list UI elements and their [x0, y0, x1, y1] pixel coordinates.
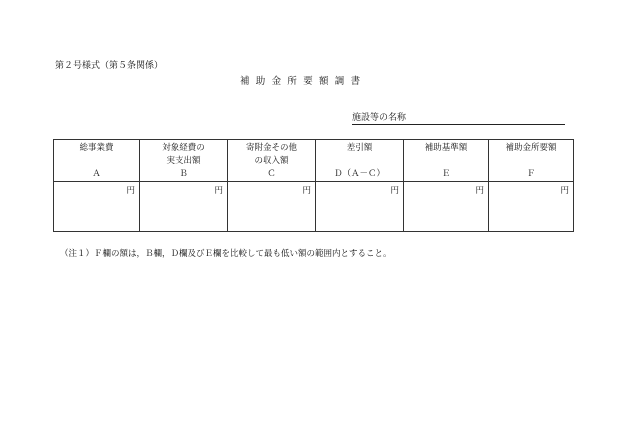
amount-cell-f[interactable] [489, 182, 574, 232]
column-label: 総事業費 [79, 143, 114, 153]
column-letter: Ｂ [179, 169, 188, 179]
yen-unit: 円 [214, 186, 223, 196]
column-label: 差引額 [346, 143, 373, 153]
amount-cell-b[interactable] [140, 182, 228, 232]
facility-name-field[interactable] [352, 112, 565, 125]
amount-cell-c[interactable] [228, 182, 316, 232]
column-header-actual-expenditure [140, 140, 228, 182]
facility-name-label: 施設等の名称 [352, 113, 407, 123]
column-header-standard-amount [404, 140, 489, 182]
column-header-required-amount [489, 140, 574, 182]
subsidy-table [53, 139, 574, 232]
form-number-label: 第２号様式（第５条関係） [55, 61, 164, 71]
column-letter: Ｄ（Ａ－Ｃ） [333, 169, 385, 179]
column-header-donation-income [228, 140, 316, 182]
yen-unit: 円 [390, 186, 399, 196]
column-header-total-cost [54, 140, 140, 182]
column-label: 寄附金その他 の収入額 [245, 143, 297, 166]
table-row [54, 182, 574, 232]
amount-cell-d[interactable] [316, 182, 404, 232]
column-letter: Ｅ [441, 169, 451, 179]
footnote: （注１）Ｆ欄の額は，Ｂ欄，Ｄ欄及びＥ欄を比較して最も低い額の範囲内とすること。 [60, 249, 392, 259]
column-letter: Ｃ [267, 169, 276, 179]
header-row [54, 140, 574, 182]
column-label: 補助金所要額 [505, 143, 557, 153]
column-label: 対象経費の 実支出額 [162, 143, 205, 166]
column-letter: Ａ [92, 169, 101, 179]
amount-cell-e[interactable] [404, 182, 489, 232]
column-header-difference [316, 140, 404, 182]
yen-unit: 円 [560, 186, 569, 196]
column-label: 補助基準額 [424, 143, 468, 153]
yen-unit: 円 [302, 186, 311, 196]
amount-cell-a[interactable] [54, 182, 140, 232]
document-title: 補助金所要額調書 [240, 76, 367, 87]
column-letter: Ｆ [526, 169, 536, 179]
yen-unit: 円 [126, 186, 135, 196]
yen-unit: 円 [475, 186, 484, 196]
